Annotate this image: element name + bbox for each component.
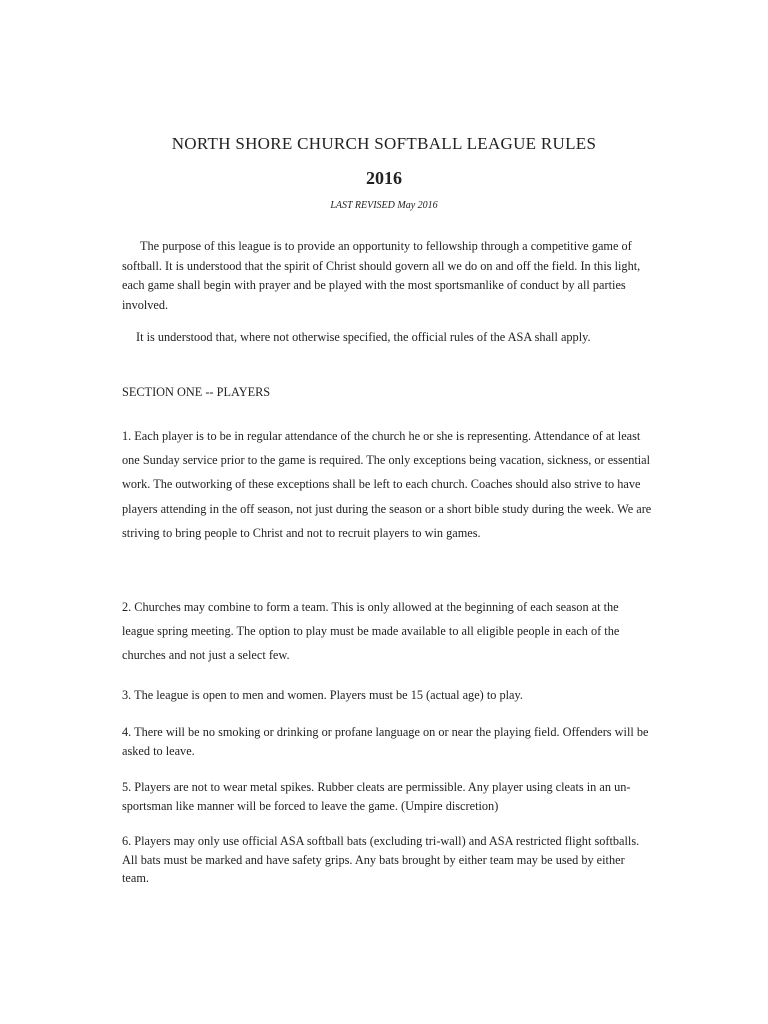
- section-one-heading: SECTION ONE -- PLAYERS: [122, 385, 271, 399]
- rule-5: 5. Players are not to wear metal spikes. Rubber cleats are permissible. Any player using cleats in an un-sportsman like manner will be forced to leave the game. (Umpire discretion): [122, 780, 631, 813]
- rule-6: 6. Players may only use official ASA softball bats (excluding tri-wall) and ASA restricted flight softballs. All bats must be marked and have safety grips. Any bats brought by either team may be used by either team.: [122, 834, 640, 885]
- asa-rules-paragraph: It is understood that, where not otherwise specified, the official rules of the ASA shall apply.: [136, 330, 591, 344]
- document-title: NORTH SHORE CHURCH SOFTBALL LEAGUE RULES: [171, 134, 597, 153]
- rule-3: 3. The league is open to men and women. Players must be 15 (actual age) to play.: [122, 688, 523, 702]
- rule-4: 4. There will be no smoking or drinking or profane language on or near the playing field. Offenders will be asked to leave.: [122, 725, 649, 758]
- revision-note: LAST REVISED May 2016: [330, 200, 438, 211]
- rule-1: 1. Each player is to be in regular attendance of the church he or she is representing. Attendance of at least one Sunday service prior to the game is required. The only exceptions being vacation, sickness, or essential work. The outworking of these exceptions shall be left to each church. Coaches should also strive to have players attending in the off season, not just during the season or a short bible study during the week. We are striving to bring people to Christ and not to recruit players to win games.: [122, 429, 652, 540]
- document-year: 2016: [366, 168, 402, 188]
- intro-paragraph: The purpose of this league is to provide an opportunity to fellowship through a competitive game of softball. It is understood that the spirit of Christ should govern all we do on and off the field. In this light, each game shall begin with prayer and be played with the most sportsmanlike of conduct by all parties involved.: [122, 239, 641, 312]
- rule-2: 2. Churches may combine to form a team. This is only allowed at the beginning of each season at the league spring meeting. The option to play must be made available to all eligible people in each of the churches and not just a select few.: [122, 600, 620, 663]
